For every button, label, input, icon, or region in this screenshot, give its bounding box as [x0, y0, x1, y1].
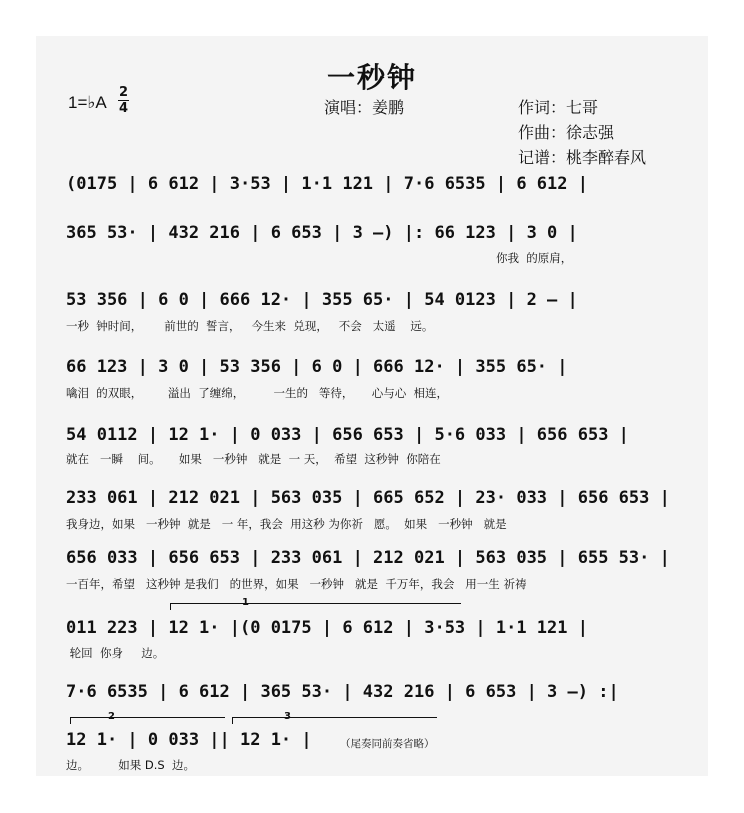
score-line-5 — [0, 425, 744, 466]
transcriber-credit: 记谱：桃李醉春风 — [518, 148, 647, 167]
notation-line: (0175 | 6 612 | 3·53 | 1·1 121 | 7·6 6535 | 6 612 | — [66, 174, 588, 194]
lyrics-line: 我身边，如果 一秒钟 就是 一 年，我会 用这秒 为你祈 愿。 如果 一秒钟 就是 — [66, 517, 507, 531]
lyrics-line: 你我 的原肩， — [496, 251, 573, 265]
score-line-7 — [0, 548, 744, 591]
time-signature — [118, 86, 129, 115]
lyrics-line: 轮回 你身 边。 — [66, 646, 165, 660]
score-line-9 — [0, 682, 744, 714]
coda-note: （尾奏同前奏省略） — [340, 738, 435, 750]
volta-number-1: 1 — [242, 597, 249, 608]
composer-credit: 作曲：徐志强 — [518, 123, 615, 142]
score-line-8 — [0, 618, 744, 660]
volta-bracket-2 — [70, 717, 225, 724]
score-line-4 — [0, 357, 744, 400]
notation-line: 011 223 | 12 1· |(0 0175 | 6 612 | 3·53 | 1·1 121 | — [66, 618, 588, 638]
lyrics-line: 噙泪 的双眼， 溢出 了缠绵， 一生的 等待， 心与心 相连， — [66, 386, 449, 400]
volta-number-2: 2 — [108, 711, 115, 722]
score-line-6 — [0, 488, 744, 531]
notation-line: 233 061 | 212 021 | 563 035 | 665 652 | 23· 033 | 656 653 | — [66, 488, 670, 508]
notation-line: 7·6 6535 | 6 612 | 365 53· | 432 216 | 6 653 | 3 –) :| — [66, 682, 619, 702]
lyrics-line: 就在 一瞬 间。 如果 一秒钟 就是 一 天， 希望 这秒钟 你陪在 — [66, 452, 441, 466]
score-line-1 — [0, 174, 744, 206]
lyrics-line: 边。 如果 D.S 边。 — [66, 758, 196, 772]
time-sig-bottom: 4 — [118, 101, 129, 116]
volta-number-3: 3 — [284, 711, 291, 722]
singer-credit: 演唱：姜鹏 — [324, 98, 405, 117]
notation-line: 365 53· | 432 216 | 6 653 | 3 –) |: 66 123 | 3 0 | — [66, 223, 578, 243]
lyrics-line: 一秒 钟时间， 前世的 誓言， 今生来 兑现， 不会 太遥 远。 — [66, 319, 434, 333]
score-line-2 — [0, 223, 744, 265]
score-line-10 — [0, 730, 744, 772]
lyrics-line: 一百年，希望 这秒钟 是我们 的世界，如果 一秒钟 就是 千万年，我会 用一生 祈祷 — [66, 577, 527, 591]
lyricist-credit: 作词：七哥 — [518, 98, 599, 117]
song-title: 一秒钟 — [326, 61, 417, 94]
notation-line: 66 123 | 3 0 | 53 356 | 6 0 | 666 12· | 355 65· | — [66, 357, 568, 377]
notation-line: 12 1· | 0 033 || 12 1· | — [66, 730, 312, 750]
notation-line: 53 356 | 6 0 | 666 12· | 355 65· | 54 0123 | 2 – | — [66, 290, 578, 310]
time-sig-top: 2 — [118, 85, 129, 100]
key-signature: 1=♭A — [68, 93, 107, 112]
notation-line: 656 033 | 656 653 | 233 061 | 212 021 | 563 035 | 655 53· | — [66, 548, 670, 568]
notation-line: 54 0112 | 12 1· | 0 033 | 656 653 | 5·6 033 | 656 653 | — [66, 425, 629, 445]
score-line-3 — [0, 290, 744, 333]
volta-bracket-3 — [232, 717, 437, 724]
volta-bracket-1 — [170, 603, 461, 610]
